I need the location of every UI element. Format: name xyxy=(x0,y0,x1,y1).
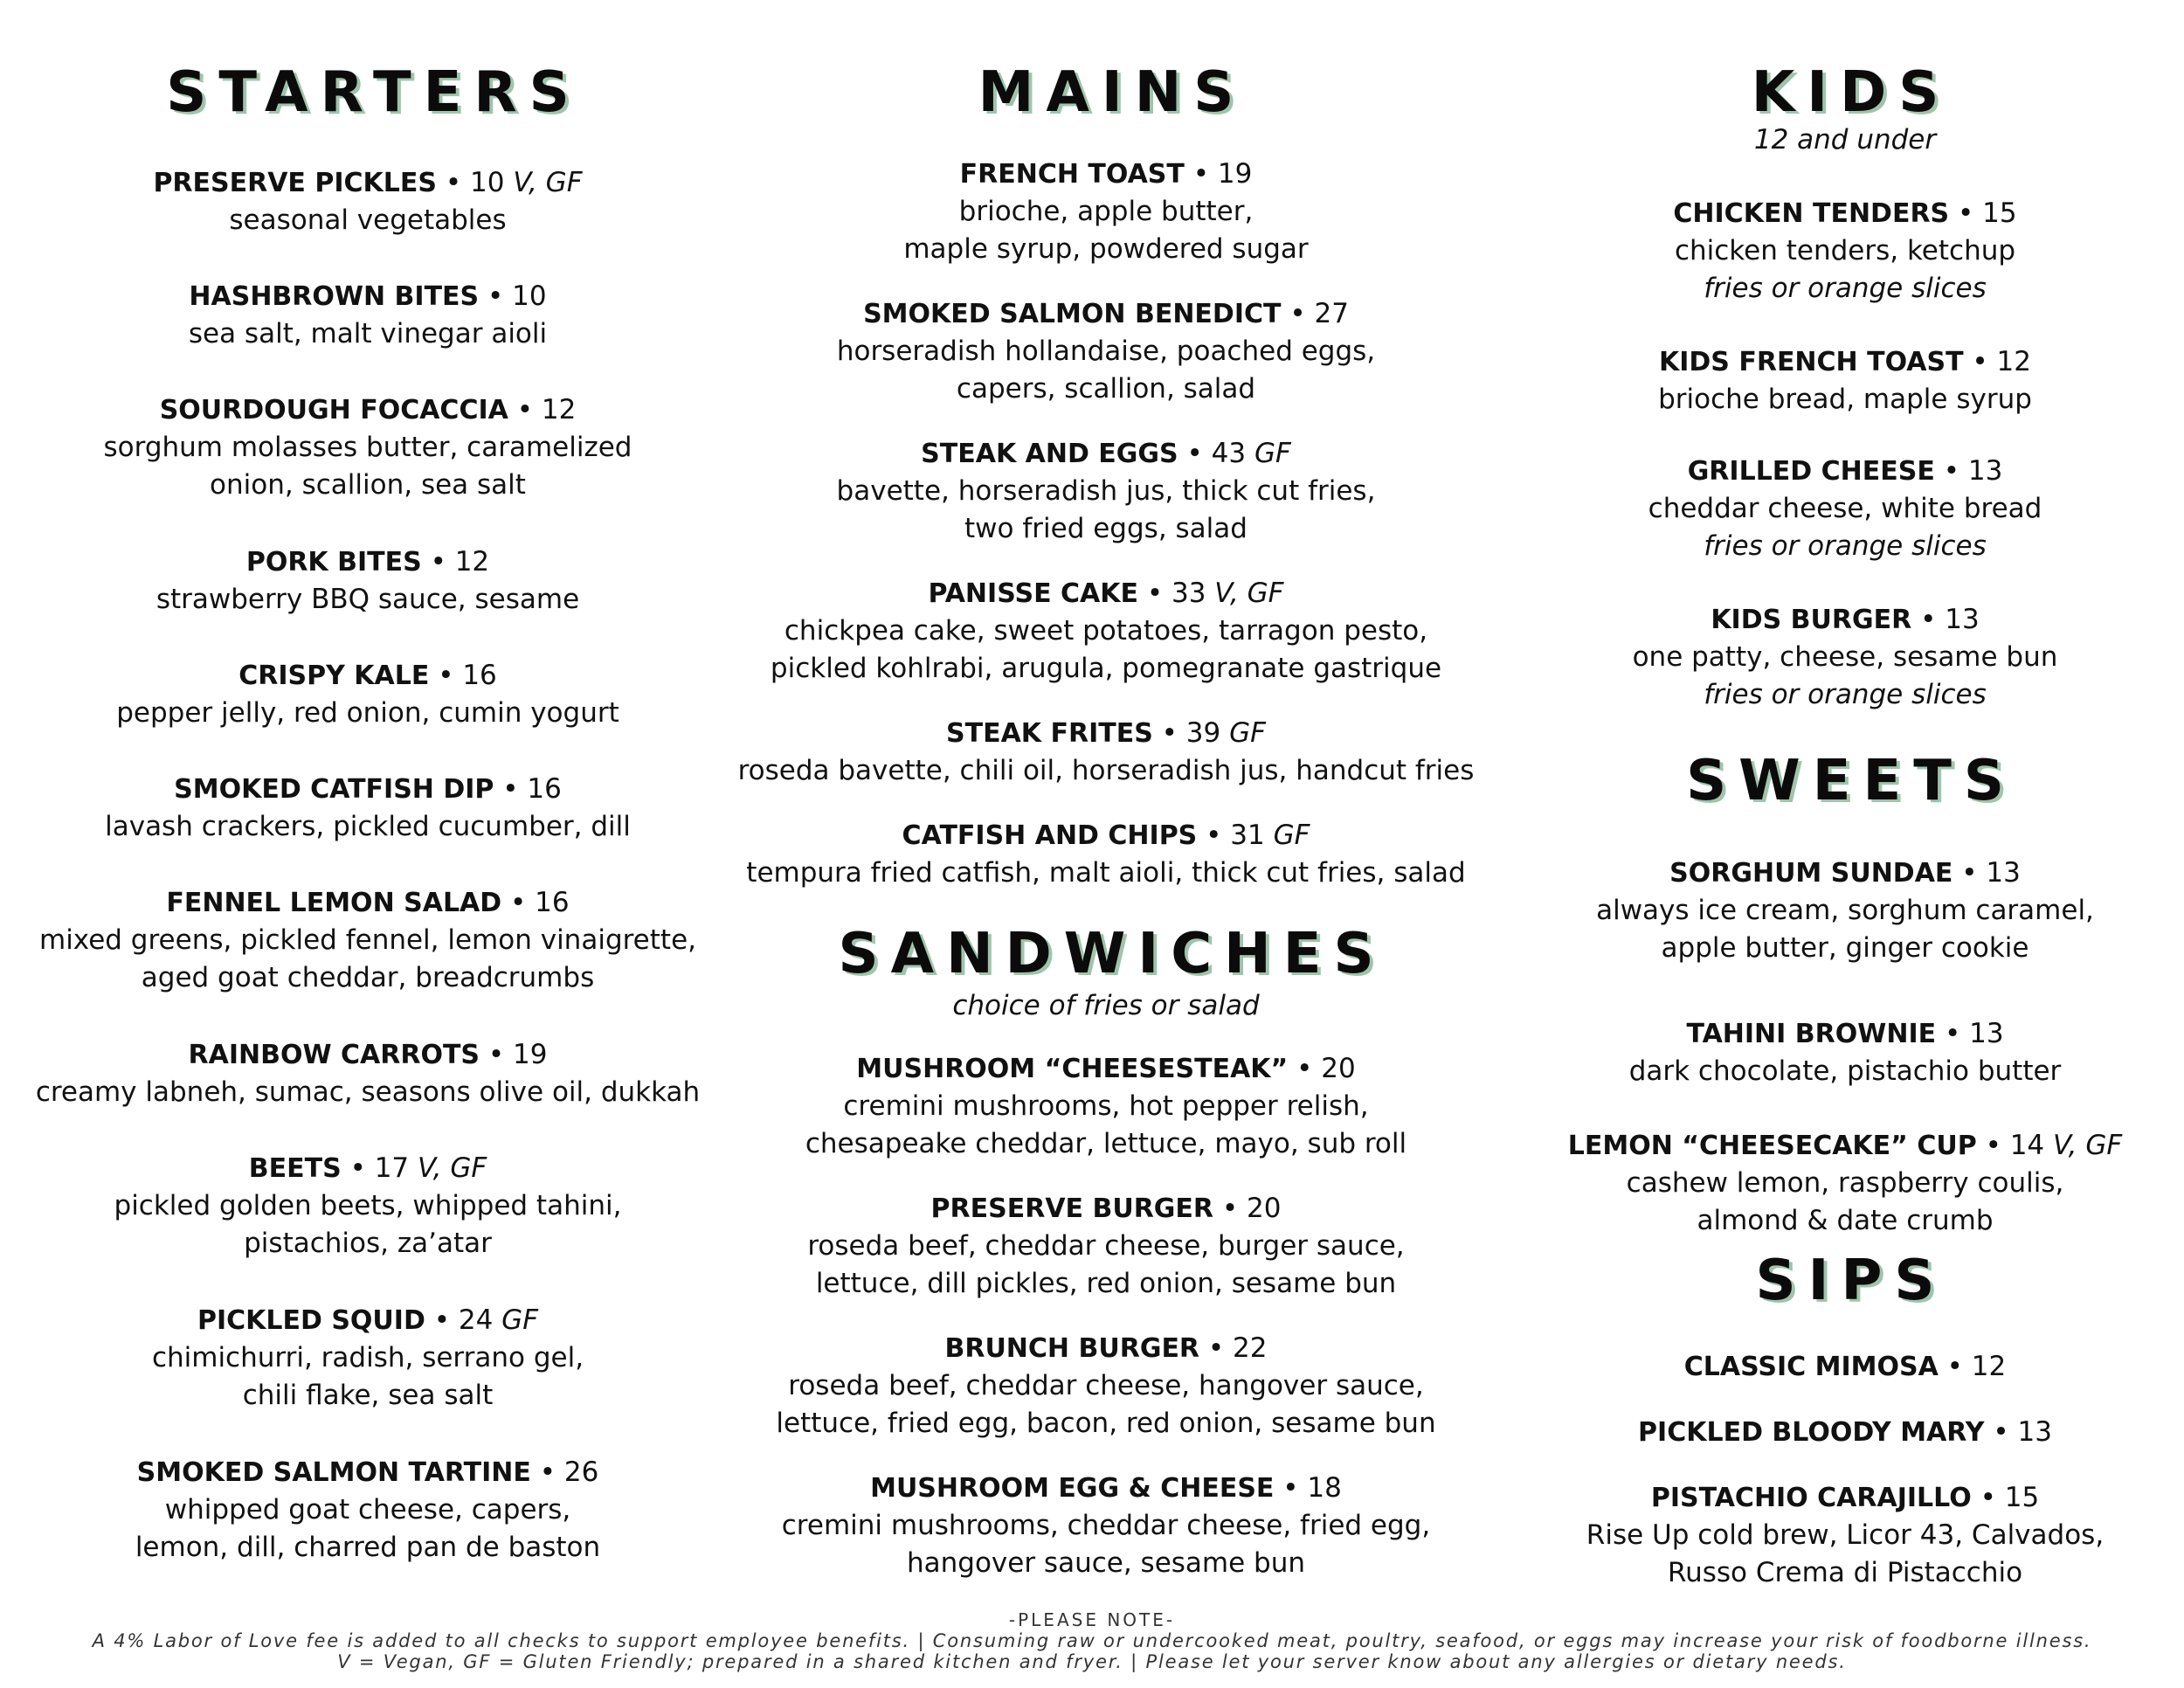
item-description: brioche bread, maple syrup xyxy=(1658,384,2032,415)
item-title-line xyxy=(0,1150,736,1187)
item-description: capers, scallion, salad xyxy=(956,373,1256,405)
item-description: roseda bavette, chili oil, horseradish jus, handcut fries xyxy=(737,755,1475,786)
item-price: • 13 xyxy=(1943,455,2003,487)
item-name: MUSHROOM “CHEESESTEAK” xyxy=(856,1054,1289,1084)
menu-item xyxy=(736,1050,1476,1163)
item-diet-tag: V, GF xyxy=(513,167,583,198)
item-description: strawberry BBQ sauce, sesame xyxy=(156,584,580,615)
item-description: chicken tenders, ketchup xyxy=(1674,235,2016,266)
item-price: • 12 xyxy=(1972,346,2032,377)
item-price: • 19 xyxy=(1192,158,1253,190)
item-description: pickled golden beets, whipped tahini, xyxy=(114,1190,622,1221)
item-description: brioche, apple butter, xyxy=(958,196,1254,227)
item-title-line xyxy=(0,278,736,315)
kids-heading: KIDS xyxy=(1751,60,1952,125)
item-description: hangover sauce, sesame bun xyxy=(906,1547,1306,1579)
item-name: RAINBOW CARROTS xyxy=(188,1040,480,1070)
item-description: chickpea cake, sweet potatoes, tarragon pesto, xyxy=(784,615,1428,647)
item-title-line xyxy=(0,1454,736,1491)
item-name: SMOKED SALMON TARTINE xyxy=(136,1457,531,1488)
item-name: PANISSE CAKE xyxy=(928,578,1138,609)
item-price: • 43 xyxy=(1186,438,1247,469)
menu-item xyxy=(1553,1127,2137,1240)
item-diet-tag: GF xyxy=(1273,820,1310,851)
item-title-line xyxy=(0,543,736,581)
item-name: PISTACHIO CARAJILLO xyxy=(1650,1483,1972,1513)
item-description: roseda beef, cheddar cheese, burger sauce, xyxy=(807,1230,1405,1262)
item-description: aged goat cheddar, breadcrumbs xyxy=(141,962,595,993)
item-name: SORGHUM SUNDAE xyxy=(1669,858,1953,889)
item-price: • 10 xyxy=(487,280,547,312)
menu-item xyxy=(736,817,1476,892)
footer-line: A 4% Labor of Love fee is added to all checks to support employee benefits. | Consuming raw or undercooked meat, poultry, seafood, or eggs may increase your risk of foodborne illness. xyxy=(92,1630,2092,1651)
item-option: fries or orange slices xyxy=(1704,273,1987,304)
item-description: maple syrup, powdered sugar xyxy=(903,233,1309,265)
item-title-line xyxy=(736,1470,1476,1507)
item-description: always ice cream, sorghum caramel, xyxy=(1596,895,2094,926)
menu-item xyxy=(0,543,736,619)
item-diet-tag: GF xyxy=(501,1304,539,1336)
item-diet-tag: V, GF xyxy=(1214,578,1284,609)
item-name: PORK BITES xyxy=(245,547,422,578)
item-price: • 15 xyxy=(1958,197,2017,229)
item-price: • 20 xyxy=(1296,1053,1356,1084)
item-title-line xyxy=(0,391,736,429)
item-name: TAHINI BROWNIE xyxy=(1686,1019,1937,1049)
item-title-line xyxy=(736,575,1476,612)
item-price: • 16 xyxy=(438,660,497,691)
item-title-line xyxy=(736,295,1476,333)
item-diet-tag: V, GF xyxy=(418,1152,487,1184)
item-description: cremini mushrooms, cheddar cheese, fried egg, xyxy=(781,1510,1431,1541)
item-description: Russo Crema di Pistacchio xyxy=(1667,1557,2023,1588)
item-price: • 12 xyxy=(1946,1351,2007,1382)
item-description: roseda beef, cheddar cheese, hangover sauce, xyxy=(788,1370,1424,1401)
item-price: • 16 xyxy=(510,887,570,918)
item-title-line xyxy=(1553,195,2137,232)
item-title-line xyxy=(1553,854,2137,892)
menu-item xyxy=(0,884,736,997)
menu-item xyxy=(1553,1479,2137,1592)
item-description: dark chocolate, pistachio butter xyxy=(1628,1055,2062,1087)
item-name: CATFISH AND CHIPS xyxy=(902,820,1198,851)
menu-item xyxy=(1553,854,2137,967)
item-price: • 13 xyxy=(1961,857,2021,889)
menu-item xyxy=(0,1302,736,1415)
menu-item xyxy=(736,156,1476,268)
menu-item xyxy=(1553,601,2137,714)
menu-item xyxy=(0,391,736,504)
item-description: chimichurri, radish, serrano gel, xyxy=(151,1342,584,1373)
item-title-line xyxy=(1553,1015,2137,1053)
item-description: cheddar cheese, white bread xyxy=(1648,493,2042,524)
menu-item xyxy=(0,1036,736,1111)
item-title-line xyxy=(736,1190,1476,1228)
item-title-line xyxy=(0,1036,736,1074)
item-price: • 27 xyxy=(1289,298,1349,329)
item-title-line xyxy=(736,1330,1476,1367)
footer-line: V = Vegan, GF = Gluten Friendly; prepared in a shared kitchen and fryer. | Please let your server know about any allergies or dietary needs. xyxy=(337,1651,1847,1672)
menu-item xyxy=(736,295,1476,408)
menu-item xyxy=(736,435,1476,548)
item-name: GRILLED CHEESE xyxy=(1687,456,1935,487)
item-price: • 10 xyxy=(445,167,505,198)
item-title-line xyxy=(0,657,736,695)
item-description: bavette, horseradish jus, thick cut fries, xyxy=(836,475,1376,507)
sandwiches-heading: SANDWICHES xyxy=(838,922,1386,986)
menu-item xyxy=(0,771,736,846)
item-price: • 12 xyxy=(516,394,577,425)
item-title-line xyxy=(736,156,1476,193)
item-name: STEAK AND EGGS xyxy=(921,439,1178,469)
item-description: almond & date crumb xyxy=(1697,1205,1994,1236)
item-price: • 14 xyxy=(1985,1130,2045,1161)
mains-heading: MAINS xyxy=(978,60,1247,125)
item-name: KIDS BURGER xyxy=(1711,605,1912,635)
item-price: • 16 xyxy=(502,773,562,805)
item-description: chesapeake cheddar, lettuce, mayo, sub roll xyxy=(805,1128,1407,1159)
item-title-line xyxy=(0,771,736,808)
item-title-line xyxy=(736,817,1476,854)
item-name: MUSHROOM EGG & CHEESE xyxy=(870,1473,1275,1504)
item-price: • 39 xyxy=(1161,717,1221,749)
item-price: • 13 xyxy=(1944,1018,2004,1049)
item-name: HASHBROWN BITES xyxy=(189,281,480,312)
item-price: • 12 xyxy=(430,546,490,578)
item-name: CHICKEN TENDERS xyxy=(1673,198,1950,229)
item-title-line xyxy=(1553,1479,2137,1517)
sweets-heading: SWEETS xyxy=(1686,749,2016,813)
item-title-line xyxy=(1553,453,2137,490)
item-name: FRENCH TOAST xyxy=(959,159,1185,190)
menu-item xyxy=(1553,195,2137,308)
item-description: pistachios, za’atar xyxy=(244,1228,492,1259)
menu-item xyxy=(0,164,736,239)
item-title-line xyxy=(1553,1414,2137,1451)
item-description: Rise Up cold brew, Licor 43, Calvados, xyxy=(1586,1519,2105,1551)
item-description: tempura fried catfish, malt aioli, thick cut fries, salad xyxy=(746,857,1466,889)
footer-note xyxy=(0,1609,2184,1672)
menu-item xyxy=(0,1150,736,1263)
item-name: PRESERVE PICKLES xyxy=(153,168,438,198)
item-description: onion, scallion, sea salt xyxy=(210,469,526,501)
item-description: pickled kohlrabi, arugula, pomegranate gastrique xyxy=(770,653,1442,684)
item-description: horseradish hollandaise, poached eggs, xyxy=(836,336,1376,367)
item-description: chili flake, sea salt xyxy=(242,1380,494,1411)
item-name: PRESERVE BURGER xyxy=(930,1193,1214,1224)
item-price: • 15 xyxy=(1980,1482,2040,1513)
item-name: SOURDOUGH FOCACCIA xyxy=(159,395,508,425)
item-description: cashew lemon, raspberry coulis, xyxy=(1626,1167,2064,1199)
starters-heading: STARTERS xyxy=(166,60,582,125)
item-description: apple butter, ginger cookie xyxy=(1661,932,2029,964)
item-title-line xyxy=(1553,601,2137,639)
menu-item xyxy=(0,1454,736,1567)
menu-item xyxy=(736,1330,1476,1442)
item-description: one patty, cheese, sesame bun xyxy=(1632,641,2058,673)
item-name: STEAK FRITES xyxy=(946,718,1153,749)
item-price: • 13 xyxy=(1993,1416,2052,1448)
item-price: • 24 xyxy=(433,1304,494,1336)
item-name: LEMON “CHEESECAKE” CUP xyxy=(1567,1131,1977,1161)
menu-item xyxy=(736,715,1476,790)
item-description: creamy labneh, sumac, seasons olive oil, dukkah xyxy=(35,1076,701,1108)
item-price: • 13 xyxy=(1920,604,1980,635)
item-title-line xyxy=(1553,1348,2137,1386)
menu-item xyxy=(1553,1348,2137,1386)
item-title-line xyxy=(0,164,736,202)
item-description: mixed greens, pickled fennel, lemon vinaigrette, xyxy=(39,924,696,956)
item-name: PICKLED BLOODY MARY xyxy=(1638,1417,1985,1448)
item-price: • 26 xyxy=(539,1456,599,1488)
menu-item xyxy=(736,1470,1476,1582)
item-name: CLASSIC MIMOSA xyxy=(1683,1352,1939,1382)
item-description: lettuce, fried egg, bacon, red onion, sesame bun xyxy=(776,1408,1436,1439)
item-description: seasonal vegetables xyxy=(229,204,507,236)
item-description: lavash crackers, pickled cucumber, dill xyxy=(105,811,631,842)
item-description: two fried eggs, salad xyxy=(964,513,1248,544)
item-description: sea salt, malt vinegar aioli xyxy=(188,318,548,349)
item-name: SMOKED SALMON BENEDICT xyxy=(863,299,1282,329)
item-name: CRISPY KALE xyxy=(238,661,430,691)
footer-heading: -PLEASE NOTE- xyxy=(1008,1609,1176,1630)
item-name: BEETS xyxy=(248,1153,342,1184)
item-diet-tag: V, GF xyxy=(2053,1130,2123,1161)
menu-item xyxy=(736,1190,1476,1303)
item-name: PICKLED SQUID xyxy=(197,1305,425,1336)
item-description: lettuce, dill pickles, red onion, sesame bun xyxy=(815,1268,1397,1299)
item-description: sorghum molasses butter, caramelized xyxy=(103,432,632,463)
item-price: • 17 xyxy=(349,1152,410,1184)
item-option: fries or orange slices xyxy=(1704,679,1987,710)
item-diet-tag: GF xyxy=(1229,717,1266,749)
item-title-line xyxy=(736,435,1476,473)
item-title-line xyxy=(736,1050,1476,1088)
item-price: • 31 xyxy=(1206,820,1265,851)
item-description: cremini mushrooms, hot pepper relish, xyxy=(843,1090,1369,1122)
menu-item xyxy=(0,278,736,353)
kids-subheading: 12 and under xyxy=(1753,124,1937,156)
sandwiches-subheading: choice of fries or salad xyxy=(952,990,1260,1021)
item-option: fries or orange slices xyxy=(1704,530,1987,562)
item-name: KIDS FRENCH TOAST xyxy=(1658,347,1964,377)
menu-item xyxy=(1553,453,2137,565)
item-title-line xyxy=(1553,1127,2137,1165)
item-price: • 33 xyxy=(1146,578,1206,609)
menu-item xyxy=(1553,343,2137,419)
menu-item xyxy=(736,575,1476,688)
item-name: SMOKED CATFISH DIP xyxy=(174,774,494,805)
item-price: • 22 xyxy=(1207,1332,1268,1364)
item-price: • 19 xyxy=(487,1039,548,1070)
item-title-line xyxy=(0,1302,736,1339)
item-price: • 18 xyxy=(1282,1472,1342,1504)
menu-item xyxy=(1553,1015,2137,1090)
item-diet-tag: GF xyxy=(1254,438,1291,469)
sips-heading: SIPS xyxy=(1755,1249,1947,1313)
item-description: whipped goat cheese, capers, xyxy=(164,1494,571,1525)
item-name: FENNEL LEMON SALAD xyxy=(166,888,502,918)
item-name: BRUNCH BURGER xyxy=(944,1333,1200,1364)
item-title-line xyxy=(736,715,1476,752)
menu-item xyxy=(0,657,736,732)
item-title-line xyxy=(1553,343,2137,381)
menu-item xyxy=(1553,1414,2137,1451)
item-description: pepper jelly, red onion, cumin yogurt xyxy=(116,697,619,729)
item-description: lemon, dill, charred pan de baston xyxy=(135,1532,601,1563)
item-price: • 20 xyxy=(1221,1193,1282,1224)
item-title-line xyxy=(0,884,736,922)
